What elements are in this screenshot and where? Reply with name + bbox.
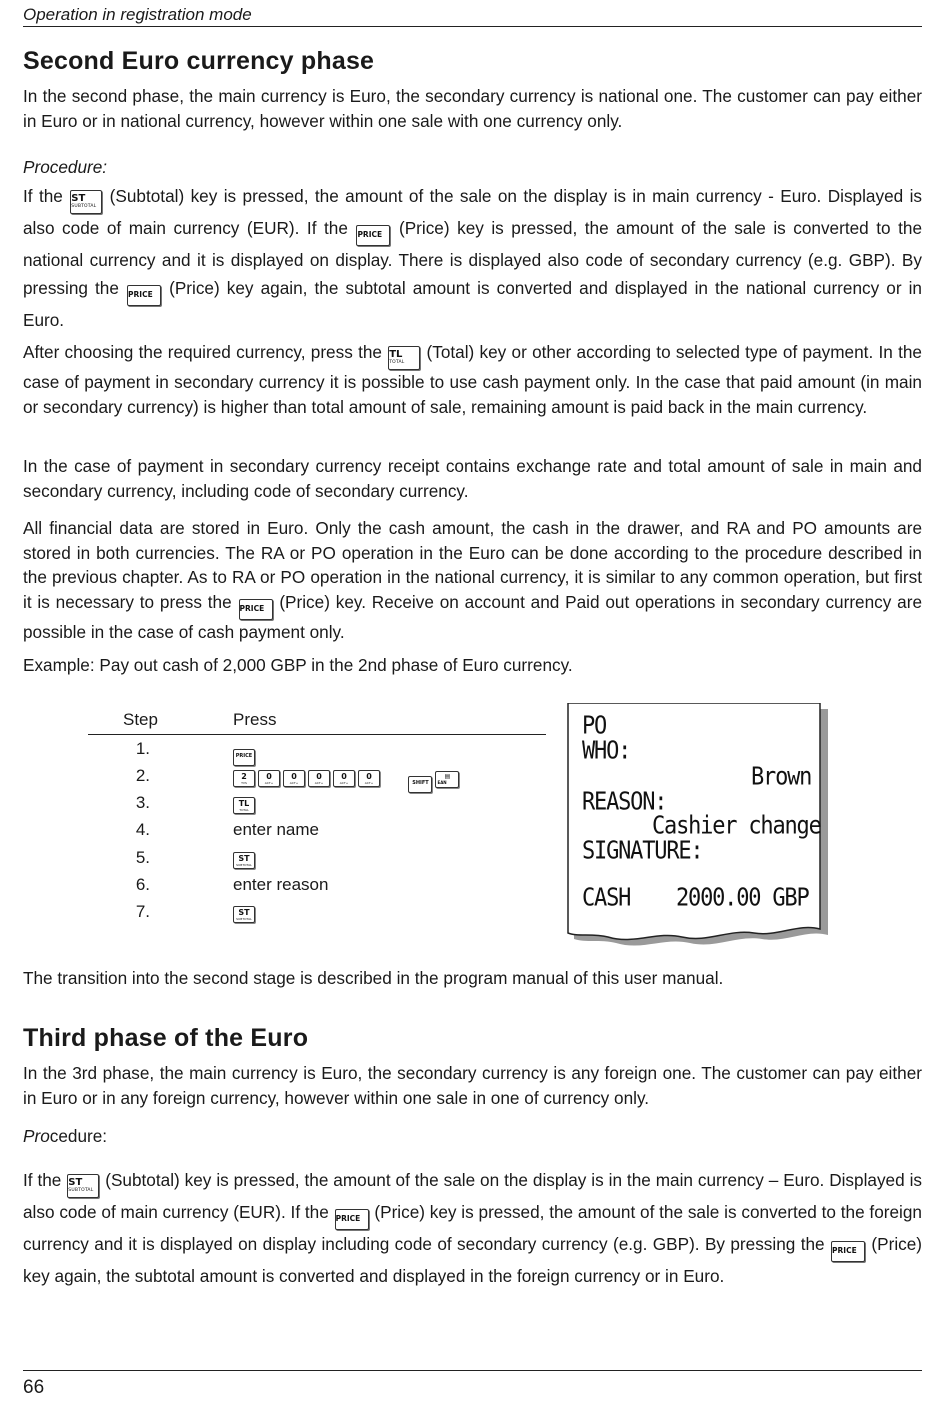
table-row [88, 766, 546, 793]
key-label: 0 [316, 772, 322, 781]
text-fragment: (Subtotal) key is pressed, the amount of the sale on the display is in main currency - Euro. Displayed is also code of main currency (EUR). If the [23, 186, 923, 238]
key-label: ST [238, 908, 250, 917]
price-key-icon [356, 225, 390, 246]
text-fragment: (Price) key is pressed, the amount of the sale is converted to the foreign currency and it is displayed on display including code of secondary currency (e.g. GBP). By pressing the [23, 1202, 922, 1254]
key-sublabel: ACT+ [264, 781, 274, 785]
subtotal-key-icon [233, 852, 255, 869]
receipt-line-reason: Cashier change [652, 811, 821, 841]
step-number: 7. [135, 902, 150, 921]
digit-key-icon [308, 770, 330, 787]
steps-table-header [88, 710, 546, 735]
key-sublabel: ACT+ [364, 781, 374, 785]
key-label: PRICE [239, 603, 265, 613]
receipt-printout [566, 703, 834, 951]
page-number: 66 [23, 1377, 45, 1398]
step-number: 6. [135, 875, 150, 894]
total-key-icon [388, 346, 420, 370]
key-label: 0 [266, 772, 272, 781]
text-fragment: All financial data are stored in Euro. Only the cash amount, the cash in the drawer, and RA and PO amounts are stored in both currencies. The RA or PO operation in the Euro can be done according to the procedure described in the previous chapter. As to RA or PO operation in the national currency, it is similar to any common operation, but first it is necessary to press the [23, 518, 922, 612]
key-sublabel: SUBTOTAL [236, 917, 252, 921]
table-row [88, 848, 546, 875]
key-label: 0 [366, 772, 372, 781]
subtotal-key-icon [70, 190, 102, 214]
receipt-line-signature: SIGNATURE: [582, 836, 703, 866]
key-sublabel: SUBTOTAL [71, 204, 97, 209]
key-label: PRICE [832, 1246, 857, 1255]
table-row [88, 820, 546, 847]
price-key-icon [233, 749, 255, 766]
text-fragment: (Total) key or other according to selected type of payment. In the case of payment in secondary currency it is possible to use cash payment only. In the case that paid amount (in main or secondary currency) is higher than total amount of sale, remaining amount is paid back in the main currency. [23, 342, 922, 417]
key-sublabel: ACT+ [289, 781, 299, 785]
text-fragment: (Subtotal) key is pressed, the amount of the sale on the display is in the main currency – Euro. Displayed is also code of main currency (EUR). If the [23, 1170, 923, 1222]
text-fragment: (Price) key again, the subtotal amount is converted and displayed in the national currency or in Euro. [23, 278, 922, 330]
text-fragment: (Price) key. Receive on account and Paid out operations in secondary currency are possible in the case of cash payment only. [23, 591, 923, 642]
key-label: 0 [341, 772, 347, 781]
section-title-second-phase: Second Euro currency phase [23, 47, 375, 75]
text-fragment: (Price) key again, the subtotal amount is converted and displayed in the foreign currency or in Euro. [23, 1234, 923, 1286]
press-cell [233, 902, 258, 923]
key-label: PRICE [235, 753, 253, 759]
key-label: PRICE [357, 230, 383, 239]
receipt-contents-paragraph: In the case of payment in secondary currency receipt contains exchange rate and total amount of sale in main and secondary currency, including code of secondary currency. [23, 456, 922, 501]
receipt-cash-amount: 2000.00 GBP [676, 883, 809, 913]
step-number: 1. [135, 739, 150, 758]
press-cell: enter name [233, 820, 319, 839]
receipt-cash-label: CASH [582, 883, 631, 913]
procedure-label: Procedure: [23, 157, 108, 177]
text-fragment: If the [23, 1170, 62, 1190]
column-header-step: Step [123, 710, 158, 729]
example-paragraph: Example: Pay out cash of 2,000 GBP in the 2nd phase of Euro currency. [23, 655, 573, 675]
step-number: 5. [135, 848, 150, 867]
digit-key-icon [233, 770, 255, 787]
receipt-line-name: Brown [751, 762, 812, 792]
press-cell [233, 739, 258, 766]
press-cell [233, 848, 258, 869]
intro-paragraph: In the second phase, the main currency is Euro, the secondary currency is national one. The customer can pay either in Euro or in national currency, however within one sale with one currency only. [23, 86, 922, 131]
column-header-press: Press [233, 710, 277, 729]
key-sublabel: TOTAL [239, 808, 249, 812]
key-label: 0 [291, 772, 297, 781]
total-key-icon [233, 797, 255, 814]
third-phase-procedure [23, 1166, 922, 1290]
shift-key-icon [408, 776, 432, 793]
digit-key-icon [358, 770, 380, 787]
key-label: ST [238, 854, 250, 863]
receipt-line-who: WHO: [582, 736, 631, 766]
total-key-paragraph [23, 340, 922, 419]
ean-key-icon: ▤ EAN [435, 771, 459, 788]
price-key-icon [335, 1209, 369, 1230]
transition-paragraph: The transition into the second stage is described in the program manual of this user manual. [23, 968, 724, 988]
press-cell: enter reason [233, 875, 329, 894]
procedure-paragraph [23, 182, 922, 334]
table-row [88, 875, 546, 902]
price-key-icon [239, 599, 273, 620]
key-label: 2 [241, 772, 247, 781]
step-number: 3. [135, 793, 150, 812]
digit-key-icon [333, 770, 355, 787]
key-label: PRICE [335, 1214, 361, 1223]
table-row [88, 902, 546, 929]
footer-divider [23, 1370, 922, 1371]
key-label: TL [389, 349, 403, 360]
financial-data-paragraph [23, 516, 922, 644]
section-title-third-phase: Third phase of the Euro [23, 1024, 309, 1052]
subtotal-key-icon [67, 1174, 99, 1198]
key-sublabel: EAN [437, 780, 447, 785]
running-head: Operation in registration mode [23, 4, 922, 27]
text-fragment: After choosing the required currency, press the [23, 342, 382, 362]
press-cell [233, 793, 258, 814]
price-key-icon [831, 1241, 865, 1262]
text-fragment: Pro [23, 1126, 50, 1146]
procedure-label-2 [23, 1124, 922, 1149]
text-fragment: (Price) key is pressed, the amount of the sale is converted to the national currency and it is displayed on display. There is displayed also code of secondary currency (e.g. GBP). By pressing the [23, 218, 923, 298]
text-fragment: cedure: [49, 1126, 108, 1146]
receipt-line-po: PO [582, 711, 607, 741]
key-sublabel: TOTAL [389, 360, 405, 365]
text-fragment: If the [23, 186, 63, 206]
receipt-line-reason-label: REASON: [582, 787, 667, 817]
key-label: ST [71, 193, 86, 204]
subtotal-key-icon [233, 906, 255, 923]
press-cell [233, 766, 462, 793]
key-label: TL [238, 799, 250, 808]
key-label: PRICE [128, 290, 153, 299]
digit-key-icon [258, 770, 280, 787]
price-key-icon [127, 285, 161, 306]
key-sublabel: TVS [241, 781, 247, 785]
key-label: ST [68, 1177, 83, 1188]
table-row [88, 793, 546, 820]
digit-key-icon [283, 770, 305, 787]
step-number: 4. [135, 820, 150, 839]
third-phase-intro: In the 3rd phase, the main currency is Euro, the secondary currency is any foreign one. The customer can pay either in Euro or in any foreign currency, however within one sale in one of currency only. [23, 1063, 922, 1108]
key-sublabel: SUBTOTAL [68, 1188, 94, 1193]
key-sublabel: ACT+ [339, 781, 349, 785]
key-sublabel: SUBTOTAL [236, 863, 252, 867]
step-number: 2. [135, 766, 150, 785]
key-label: SHIFT [412, 780, 429, 786]
key-sublabel: ACT+ [314, 781, 324, 785]
table-row [88, 739, 546, 766]
